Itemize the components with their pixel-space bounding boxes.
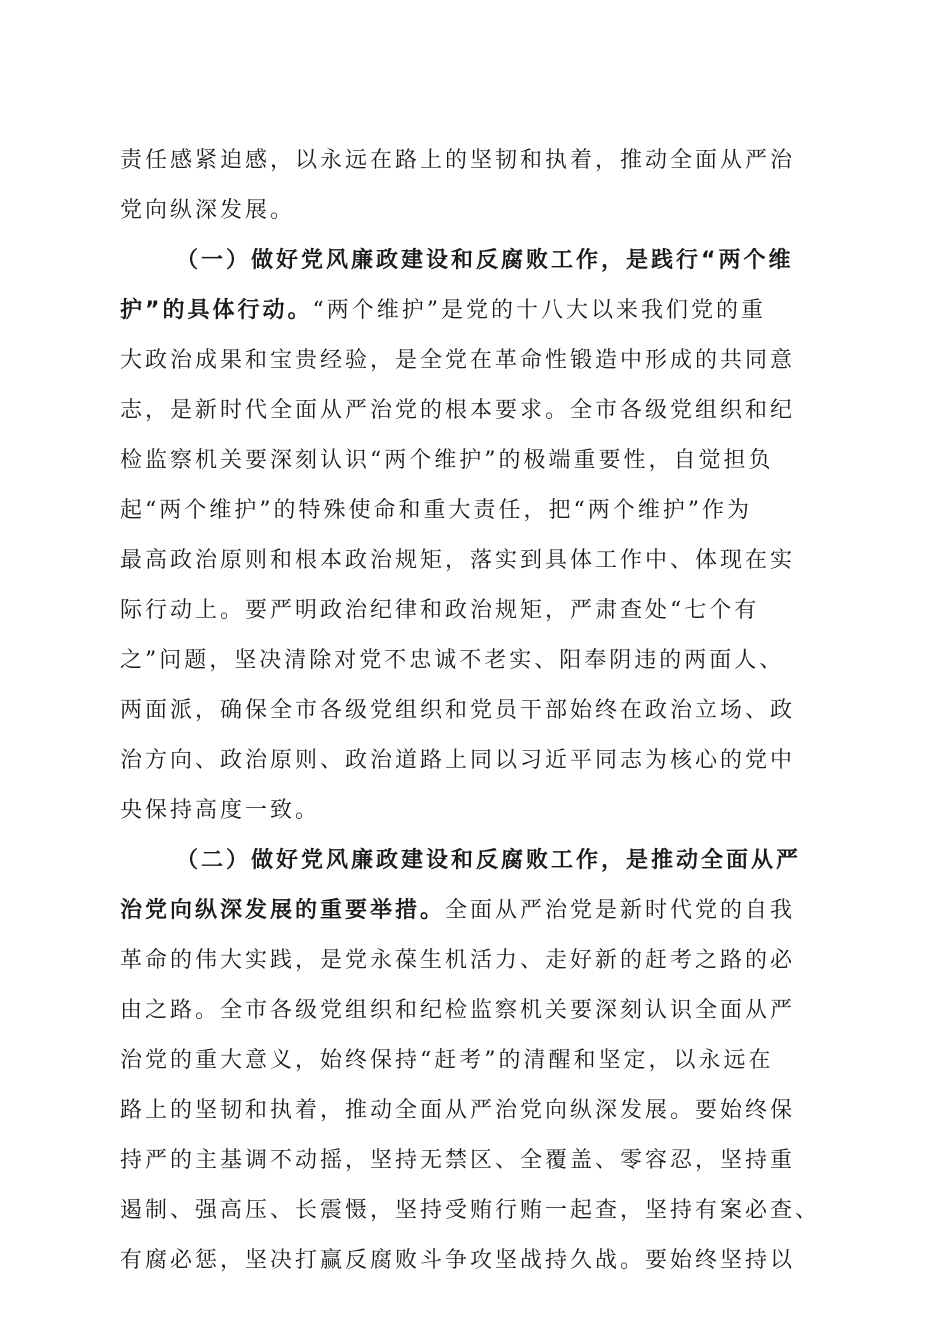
text-line: 志，是新时代全面从严治党的根本要求。全市各级党组织和纪 xyxy=(120,398,796,423)
text-line: 党向纵深发展。 xyxy=(120,198,296,223)
section-heading-1: （一）做好党风廉政建设和反腐败工作，是践行“两个维 xyxy=(176,248,794,273)
text-line: 持严的主基调不动摇，坚持无禁区、全覆盖、零容忍，坚持重 xyxy=(120,1148,796,1173)
text-line: 际行动上。要严明政治纪律和政治规矩，严肃查处“七个有 xyxy=(120,598,760,623)
text-line: 遏制、强高压、长震慑，坚持受贿行贿一起查，坚持有案必查、 xyxy=(120,1198,821,1223)
text-line: 最高政治原则和根本政治规矩，落实到具体工作中、体现在实 xyxy=(120,548,796,573)
section-heading-2-end: 治党向纵深发展的重要举措。 xyxy=(120,898,446,923)
text-line: 之”问题，坚决清除对党不忠诚不老实、阳奉阴违的两面人、 xyxy=(120,648,785,673)
section-heading-2: （二）做好党风廉政建设和反腐败工作，是推动全面从严 xyxy=(176,848,802,873)
text-line: 治党的重大意义，始终保持“赶考”的清醒和坚定，以永远在 xyxy=(120,1048,774,1073)
text-line: 治方向、政治原则、政治道路上同以习近平同志为核心的党中 xyxy=(120,748,796,773)
text-line: 有腐必惩，坚决打赢反腐败斗争攻坚战持久战。要始终坚持以 xyxy=(120,1248,796,1273)
text-line: 由之路。全市各级党组织和纪检监察机关要深刻认识全面从严 xyxy=(120,998,796,1023)
text-line: 两面派，确保全市各级党组织和党员干部始终在政治立场、政 xyxy=(120,698,796,723)
text-line: 革命的伟大实践，是党永葆生机活力、走好新的赶考之路的必 xyxy=(120,948,796,973)
text-line: 检监察机关要深刻认识“两个维护”的极端重要性，自觉担负 xyxy=(120,448,774,473)
text-run: “两个维护”是党的十八大以来我们党的重 xyxy=(312,298,766,323)
text-line: 央保持高度一致。 xyxy=(120,798,321,823)
text-line: 责任感紧迫感，以永远在路上的坚韧和执着，推动全面从严治 xyxy=(120,148,796,173)
text-line: 大政治成果和宝贵经验，是全党在革命性锻造中形成的共同意 xyxy=(120,348,796,373)
text-line xyxy=(120,886,832,936)
section-heading-1-end: 护”的具体行动。 xyxy=(120,298,313,323)
text-run: 全面从严治党是新时代党的自我 xyxy=(445,898,796,923)
text-line: 起“两个维护”的特殊使命和重大责任，把“两个维护”作为 xyxy=(120,498,752,523)
text-line: 路上的坚韧和执着，推动全面从严治党向纵深发展。要始终保 xyxy=(120,1098,796,1123)
document-body xyxy=(120,136,832,1286)
text-line xyxy=(120,286,832,336)
